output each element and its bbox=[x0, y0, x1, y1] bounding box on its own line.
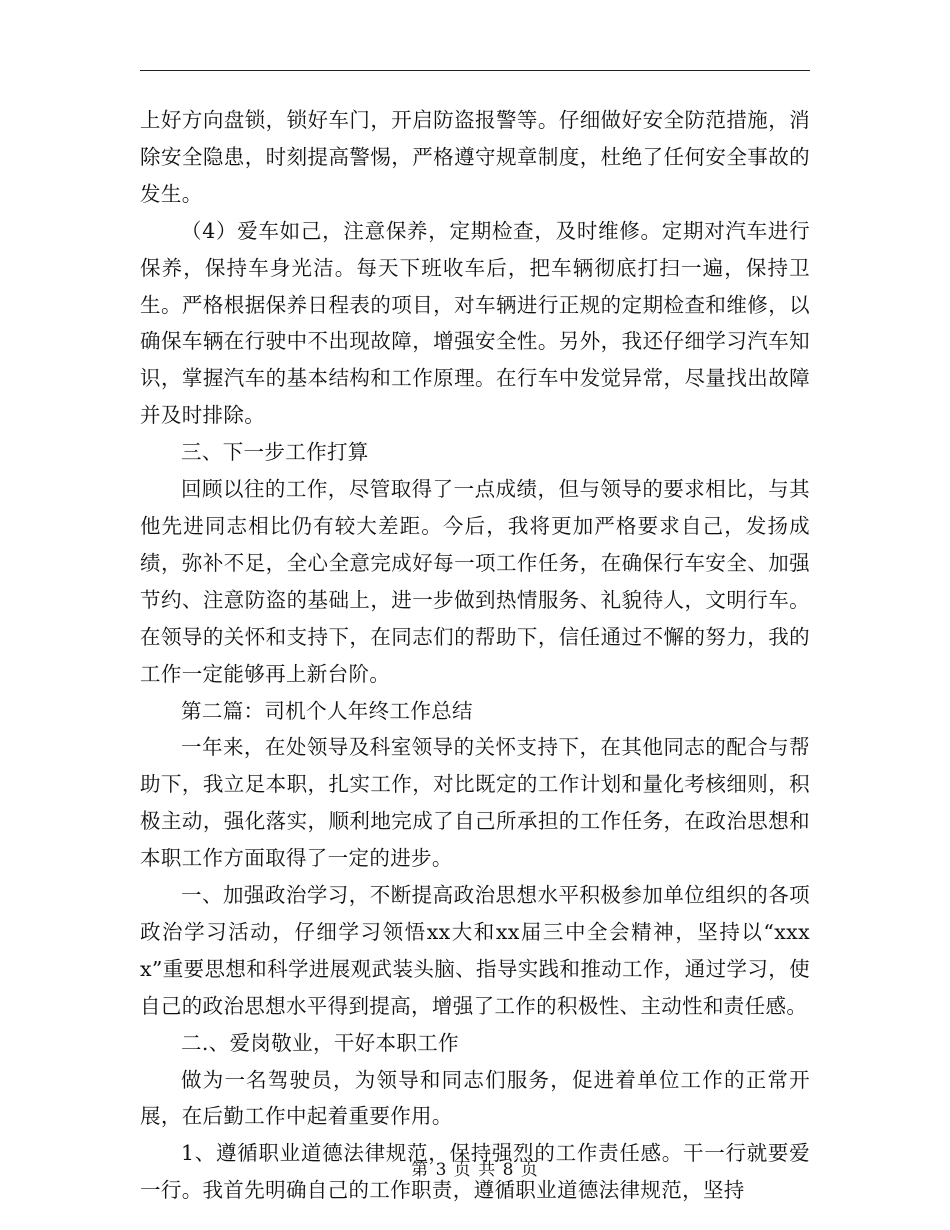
paragraph: 1、遵循职业道德法律规范，保持强烈的工作责任感。干一行就要爱一行。我首先明确自己的工作职责，遵循职业道德法律规范，坚持 bbox=[140, 1141, 810, 1203]
section-heading: 二.、爱岗敬业，干好本职工作 bbox=[181, 1030, 459, 1055]
paragraph: （4）爱车如己，注意保养，定期检查，及时维修。定期对汽车进行保养，保持车身光洁。每天下班收车后，把车辆彻底打扫一遍，保持卫生。严格根据保养日程表的项目，对车辆进行正规的定期检查和维修，以确保车辆在行驶中不出现故障，增强安全性。另外，我还仔细学习汽车知识，掌握汽车的基本结构和工作原理。在行车中发觉异常，尽量找出故障并及时排除。 bbox=[140, 218, 810, 428]
page-footer: 第 3 页 共 8 页 bbox=[411, 1160, 539, 1180]
paragraph: 回顾以往的工作，尽管取得了一点成绩，但与领导的要求相比，与其他先进同志相比仍有较大差距。今后，我将更加严格要求自己，发扬成绩，弥补不足，全心全意完成好每一项工作任务，在确保行车安全、加强节约、注意防盗的基础上，进一步做到热情服务、礼貌待人，文明行车。在领导的关怀和支持下，在同志们的帮助下，信任通过不懈的努力，我的工作一定能够再上新台阶。 bbox=[140, 477, 810, 686]
paragraph: 上好方向盘锁，锁好车门，开启防盗报警等。仔细做好安全防范措施，消除安全隐患，时刻提高警惕，严格遵守规章制度，杜绝了任何安全事故的发生。 bbox=[140, 108, 810, 206]
paragraph: 做为一名驾驶员，为领导和同志们服务，促进着单位工作的正常开展，在后勤工作中起着重要作用。 bbox=[140, 1067, 810, 1129]
paragraph: 一年来，在处领导及科室领导的关怀支持下，在其他同志的配合与帮助下，我立足本职，扎实工作，对比既定的工作计划和量化考核细则，积极主动，强化落实，顺利地完成了自己所承担的工作任务，在政治思想和本职工作方面取得了一定的进步。 bbox=[140, 735, 810, 871]
article-title: 第二篇：司机个人年终工作总结 bbox=[181, 698, 473, 723]
document-body bbox=[140, 102, 810, 1209]
paragraph: 一、加强政治学习，不断提高政治思想水平积极参加单位组织的各项政治学习活动，仔细学习领悟xx大和xx届三中全会精神，坚持以“xxxx”重要思想和科学进展观武装头脑、指导实践和推动工作，通过学习，使自己的政治思想水平得到提高，增强了工作的积极性、主动性和责任感。 bbox=[140, 883, 810, 1018]
section-heading: 三、下一步工作打算 bbox=[181, 440, 369, 465]
header-rule bbox=[140, 70, 810, 71]
